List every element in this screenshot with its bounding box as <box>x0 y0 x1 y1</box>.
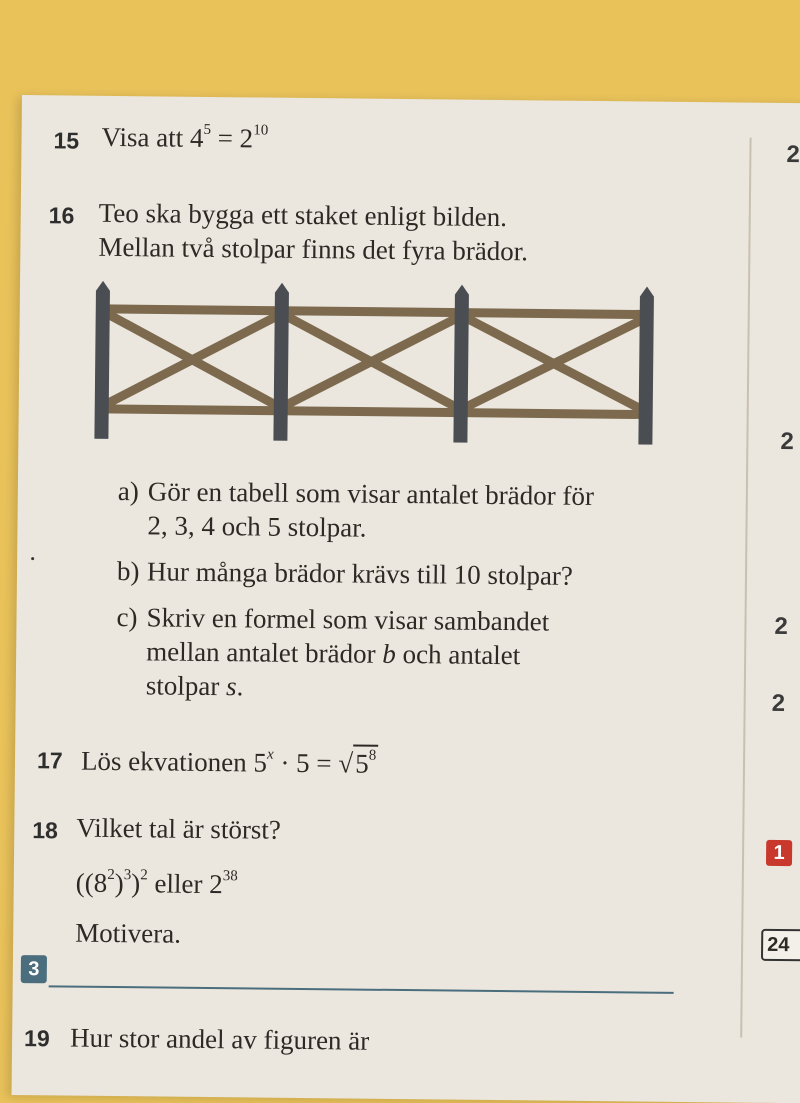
problem-number-15: 15 <box>53 127 80 154</box>
problem-16b-line1: Hur många brädor krävs till 10 stolpar? <box>146 556 574 591</box>
board-bottom-2 <box>281 411 461 413</box>
problem-16c-line3: stolpar s. <box>145 670 244 702</box>
board-top-3 <box>462 313 647 315</box>
fence-post-3 <box>453 285 469 443</box>
problem-16a-line1: Gör en tabell som visar antalet brädor för <box>147 476 595 512</box>
board-bottom-3 <box>461 413 646 415</box>
fence-illustration <box>90 281 662 457</box>
problem-number-16: 16 <box>48 202 75 229</box>
square-root: $√5^8$ <box>338 744 378 780</box>
problem-18-line3: Motivera. <box>75 917 182 949</box>
problem-15-text: Visa att $4^5 = 2^{10}$ <box>101 121 269 154</box>
margin-badge-red: 1 <box>766 840 792 866</box>
margin-number-2: 2 <box>780 427 794 456</box>
margin-number-1: 2 <box>786 141 800 169</box>
problem-16a-label: a) <box>117 476 139 507</box>
pencil-dot <box>31 557 34 560</box>
fence-post-4 <box>638 286 654 444</box>
problem-18-expression: $((8^2)^3)^2$ eller $2^{38}$ <box>75 866 238 900</box>
problem-16b-label: b) <box>116 556 140 587</box>
fence-post-1 <box>94 281 110 439</box>
level-section-rule <box>49 985 674 994</box>
problem-number-18: 18 <box>32 817 59 844</box>
board-top-2 <box>282 311 462 313</box>
board-top-1 <box>104 309 282 311</box>
textbook-page <box>12 95 800 1103</box>
board-bottom-1 <box>103 409 281 411</box>
margin-number-4: 2 <box>771 689 786 718</box>
problem-number-19: 19 <box>23 1025 50 1052</box>
problem-18-line1: Vilket tal är störst? <box>76 812 282 845</box>
margin-badge-box: 24 <box>761 929 800 962</box>
problem-16a-line2: 2, 3, 4 och 5 stolpar. <box>147 510 367 543</box>
problem-16-line1: Teo ska bygga ett staket enligt bilden. <box>98 197 508 233</box>
fence-boards <box>103 309 647 415</box>
margin-number-3: 2 <box>774 612 788 641</box>
problem-16c-line2: mellan antalet brädor b och antalet <box>146 636 521 671</box>
problem-16c-label: c) <box>116 602 138 633</box>
level-badge: 3 <box>21 955 47 983</box>
fence-post-2 <box>273 283 289 441</box>
problem-17-text: Lös ekvationen $5^x \cdot 5 = √5^8$ <box>81 742 379 781</box>
problem-number-17: 17 <box>36 747 63 774</box>
margin-divider <box>740 138 751 1038</box>
problem-16-line2: Mellan två stolpar finns det fyra brädor. <box>98 231 529 267</box>
problem-19-text: Hur stor andel av figuren är <box>69 1022 370 1056</box>
problem-16c-line1: Skriv en formel som visar sambandet <box>146 602 550 637</box>
